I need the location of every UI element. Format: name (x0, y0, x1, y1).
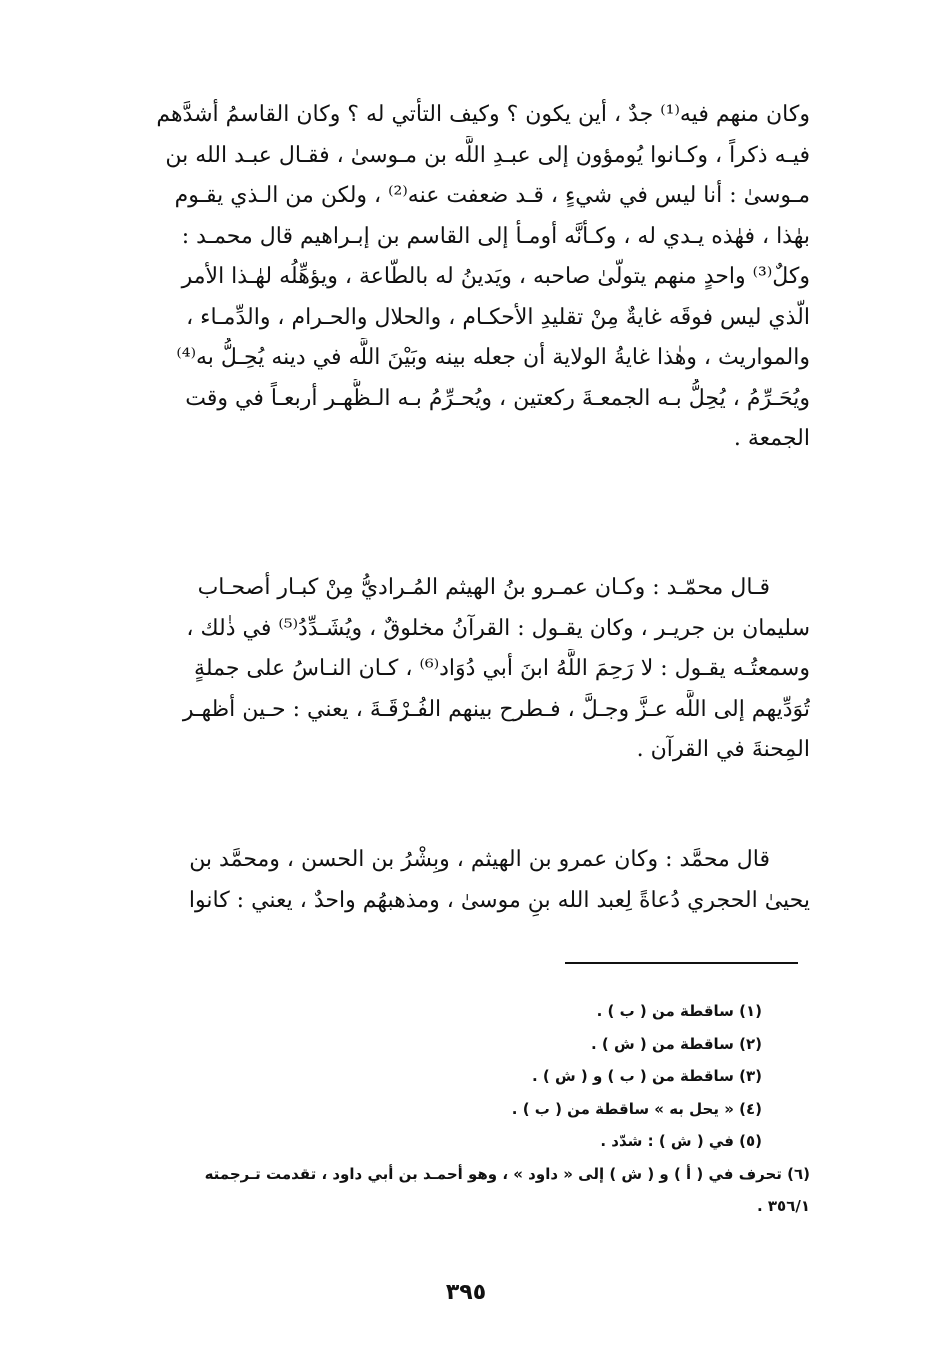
footnotes (110, 995, 810, 1223)
text-line: سليمان بن جريـر ، وكان يقـول : القرآنُ مخلوقٌ ، ويُشَـدِّدُ⁽⁵⁾ في ذٰلك ، (186, 615, 810, 641)
text-line: مـوسىٰ : أنا ليس في شيءٍ ، قـد ضعفت عنه⁽²⁾ ، ولكن من الـذي يقـوم (174, 183, 810, 208)
text-line: المِحنةَ في القرآن . (636, 737, 810, 762)
paragraph-1 (128, 95, 810, 460)
paragraph-3 (128, 840, 810, 921)
text-line: الجمعة . (733, 426, 810, 451)
footnote-continuation: ٣٥٦/١ . (756, 1197, 810, 1215)
text-line: قال محمَّد : وكان عمرو بن الهيثم ، وبِشْرُ بن الحسن ، ومحمَّد بن (189, 847, 770, 872)
text-line: وكلٌ⁽³⁾ واحدٍ منهم يتولّىٰ صاحبه ، ويَدينُ له بالطّاعة ، ويؤهِّلُه لهٰـذا الأمر (181, 264, 810, 289)
text-line: وكان منهم فيه⁽¹⁾ جدٌ ، أين يكون ؟ وكيف التأتي له ؟ وكان القاسمُ أشدَّهم (156, 102, 810, 127)
text-line: وسمعتُـه يقـول : لا رَحِمَ اللَّهُ ابنَ أبي دُوَاد⁽⁶⁾ ، كـان النـاسُ على جملةٍ (194, 656, 810, 681)
page-number: ٣٩٥ (445, 1280, 487, 1305)
text-line: يحيىٰ الحجري دُعاةً لِعبد الله بنِ موسىٰ ، ومذهبهُم واحدٌ ، يعني : كانوا (188, 887, 810, 913)
paragraph-2 (128, 568, 810, 771)
footnote: (٥) في ( ش ) : شدّد . (600, 1132, 762, 1150)
text-line: ويُحَـرِّمُ ، يُحِلُّ بـه الجمعـةَ ركعتين ، ويُحـرِّمُ بـه الـظُّهـر أربعـاً في وقت (185, 385, 810, 411)
text-line: الّذي ليس فوقَه غايةٌ مِنْ تقليدِ الأحكـام ، والحلال والحـرام ، والدِّمـاء ، (186, 304, 810, 330)
footnote-divider (565, 962, 798, 964)
text-line: قـال محمّـد : وكـان عمـرو بنُ الهيثم المُـراديُّ مِنْ كبـار أصحـاب (197, 575, 770, 600)
footnote: (١) ساقطة من ( ب ) . (596, 1002, 762, 1020)
text-line: والمواريث ، وهٰذا غايةُ الولاية أن جعله بينه وبَيْنَ اللَّه في دينه يُحِـلُّ به⁽⁴⁾ (176, 345, 810, 370)
text-line: فيـه ذكراً ، وكـانوا يُومؤون إلى عبـدِ اللَّه بن مـوسىٰ ، فقـال عبـد الله بن (165, 142, 810, 168)
footnote: (٦) تحرف في ( أ ) و ( ش ) إلى « داود » ، وهو أحمـد بن أبي داود ، تقدمت تـرجمته (204, 1164, 810, 1183)
text-line: بهٰذا ، فهٰذه يـدي له ، وكـأنَّه أومـأ إلى القاسم بن إبـراهيم قال محمـد : (181, 223, 810, 249)
text-line: تُوَدِّيهم إلى اللَّه عـزَّ وجـلَّ ، فـطرح بينهم الفُـرْقَـةَ ، يعني : حـين أظهـر (182, 696, 810, 722)
footnote: (٤) « يحل به » ساقطة من ( ب ) . (511, 1099, 762, 1118)
footnote: (٣) ساقطة من ( ب ) و ( ش ) . (531, 1067, 762, 1085)
footnote: (٢) ساقطة من ( ش ) . (590, 1034, 762, 1053)
